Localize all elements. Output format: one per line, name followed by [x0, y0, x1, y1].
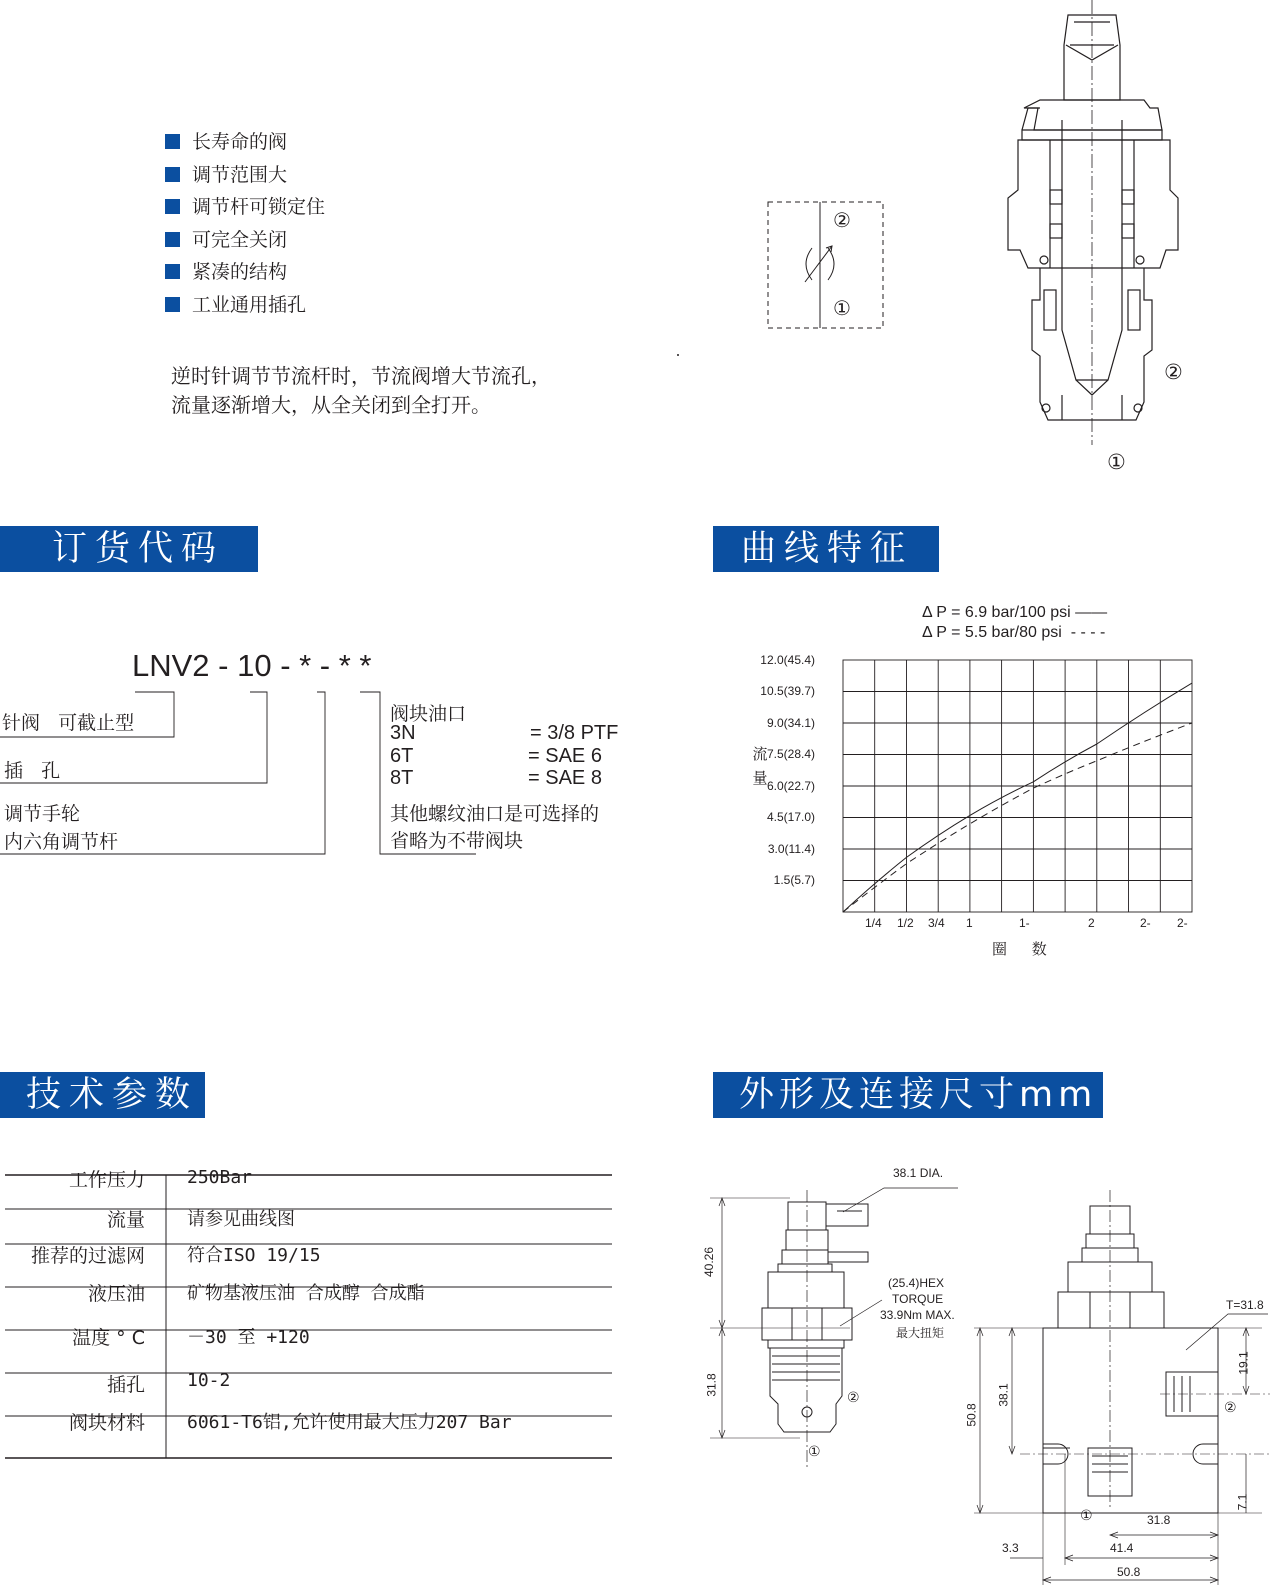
feature-text: 长寿命的阀 — [192, 131, 288, 153]
port-value: = SAE 6 — [528, 745, 602, 767]
dim-height-31: 31.8 — [704, 1373, 719, 1397]
feature-text: 紧凑的结构 — [192, 261, 288, 283]
description-line: 逆时针调节节流杆时，节流阀增大节流孔， — [171, 364, 551, 388]
chart-xtick: 1/4 — [865, 916, 882, 930]
chart-xtick: 2- — [1177, 916, 1188, 930]
spec-label: 工作压力 — [68, 1169, 145, 1191]
dim-port-1-left: ① — [808, 1444, 821, 1460]
chart-legend-dashed: Δ P = 5.5 bar/80 psi - - - - — [922, 624, 1106, 641]
valve-symbol — [768, 202, 883, 328]
chart-series-solid — [843, 683, 1192, 912]
spec-value: 10-2 — [187, 1370, 231, 1391]
dim-width-3: 3.3 — [1002, 1541, 1019, 1555]
ports-title: 阀块油口 — [390, 703, 467, 725]
label-cavity: 插 孔 — [4, 760, 61, 782]
spec-label: 插孔 — [106, 1374, 145, 1396]
stray-dot — [677, 354, 679, 356]
label-valve-type: 针阀 可截止型 — [2, 712, 135, 734]
symbol-port-1: ① — [833, 296, 851, 320]
chart-ytick: 3.0(11.4) — [767, 842, 815, 856]
dim-width-31: 31.8 — [1147, 1513, 1171, 1527]
dim-dia: 38.1 DIA. — [893, 1166, 944, 1180]
dim-height-7: 7.1 — [1235, 1493, 1250, 1511]
chart-legend-solid: Δ P = 6.9 bar/100 psi —— — [922, 604, 1108, 621]
symbol-port-2: ② — [833, 208, 851, 232]
chart-xtick: 1/2 — [897, 916, 914, 930]
dim-port-2-left: ② — [847, 1390, 860, 1406]
section-port-2: ② — [1164, 360, 1183, 384]
section-port-1: ① — [1107, 450, 1126, 474]
spec-label: 温度 ° C — [72, 1327, 145, 1349]
chart-ylabel: 流 量 — [752, 745, 768, 787]
chart-ytick: 9.0(34.1) — [766, 716, 815, 730]
label-adjust-handwheel: 调节手轮 — [4, 803, 81, 825]
feature-text: 调节范围大 — [192, 164, 288, 186]
dim-width-50: 50.8 — [1117, 1565, 1141, 1579]
port-value: = 3/8 PTF — [530, 722, 619, 744]
section-specs-banner: 技术参数 — [0, 1072, 205, 1118]
chart-xtick: 2- — [1140, 916, 1151, 930]
spec-value: 250Bar — [187, 1167, 253, 1188]
chart-xtick: 2 — [1088, 916, 1095, 930]
dim-width-41: 41.4 — [1110, 1541, 1134, 1555]
feature-text: 调节杆可锁定住 — [192, 196, 326, 218]
port-code: 8T — [390, 767, 414, 789]
dim-port-2-right: ② — [1224, 1400, 1237, 1416]
section-curve-banner: 曲线特征 — [713, 526, 939, 572]
spec-value: －30 至 +120 — [187, 1327, 310, 1348]
spec-value: 请参见曲线图 — [187, 1209, 295, 1230]
chart-ytick: 10.5(39.7) — [760, 684, 815, 698]
chart-xlabel: 圈 数 — [992, 940, 1057, 958]
spec-label: 流量 — [106, 1209, 145, 1231]
section-ordering-banner: 订货代码 — [0, 526, 258, 572]
spec-label: 阀块材料 — [68, 1412, 145, 1434]
chart-ytick: 4.5(17.0) — [766, 810, 815, 824]
dim-height-40: 40.26 — [702, 1246, 717, 1278]
dim-port-1-right: ① — [1080, 1508, 1093, 1524]
ordering-code: LNV2 - 10 - * - * * — [132, 648, 372, 683]
chart-xtick: 1 — [966, 916, 973, 930]
feature-text: 可完全关闭 — [192, 229, 288, 251]
dim-hex: (25.4)HEX — [888, 1276, 945, 1290]
dim-thickness: T=31.8 — [1226, 1298, 1264, 1312]
chart-ytick: 1.5(5.7) — [773, 873, 815, 887]
port-code: 6T — [390, 745, 414, 767]
dim-torque: TORQUE — [892, 1292, 944, 1306]
chart-ytick: 6.0(22.7) — [766, 779, 815, 793]
section-dimensions-banner: 外形及连接尺寸mm — [713, 1072, 1103, 1118]
chart-xtick: 3/4 — [928, 916, 945, 930]
description-line: 流量逐渐增大，从全关闭到全打开。 — [171, 393, 491, 417]
feature-text: 工业通用插孔 — [192, 294, 307, 316]
ports-note-optional: 其他螺纹油口是可选择的 — [390, 803, 600, 825]
spec-label: 推荐的过滤网 — [30, 1245, 145, 1267]
ports-note-omit: 省略为不带阀块 — [390, 830, 524, 852]
port-value: = SAE 8 — [528, 767, 602, 789]
spec-value: 6061-T6铝,允许使用最大压力207 Bar — [187, 1412, 512, 1433]
chart-series-layer — [843, 683, 1192, 912]
port-code: 3N — [390, 722, 416, 744]
spec-value: 矿物基液压油 合成醇 合成酯 — [187, 1283, 425, 1304]
chart-ytick: 12.0(45.4) — [760, 653, 815, 667]
dim-torque-value: 33.9Nm MAX. — [880, 1308, 955, 1322]
dim-height-50: 50.8 — [964, 1403, 979, 1427]
spec-value: 符合ISO 19/15 — [187, 1245, 321, 1266]
chart-xtick: 1- — [1019, 916, 1030, 930]
label-adjust-hex: 内六角调节杆 — [4, 831, 119, 853]
chart-grid — [843, 660, 1192, 912]
spec-label: 液压油 — [87, 1283, 145, 1305]
dim-torque-cn: 最大扭矩 — [896, 1326, 945, 1340]
dim-height-38: 38.1 — [996, 1383, 1011, 1407]
dim-height-19: 19.1 — [1236, 1351, 1251, 1375]
dim-drawing-right — [974, 1190, 1270, 1585]
valve-cross-section — [1008, 0, 1178, 445]
chart-ytick: 7.5(28.4) — [766, 747, 815, 761]
